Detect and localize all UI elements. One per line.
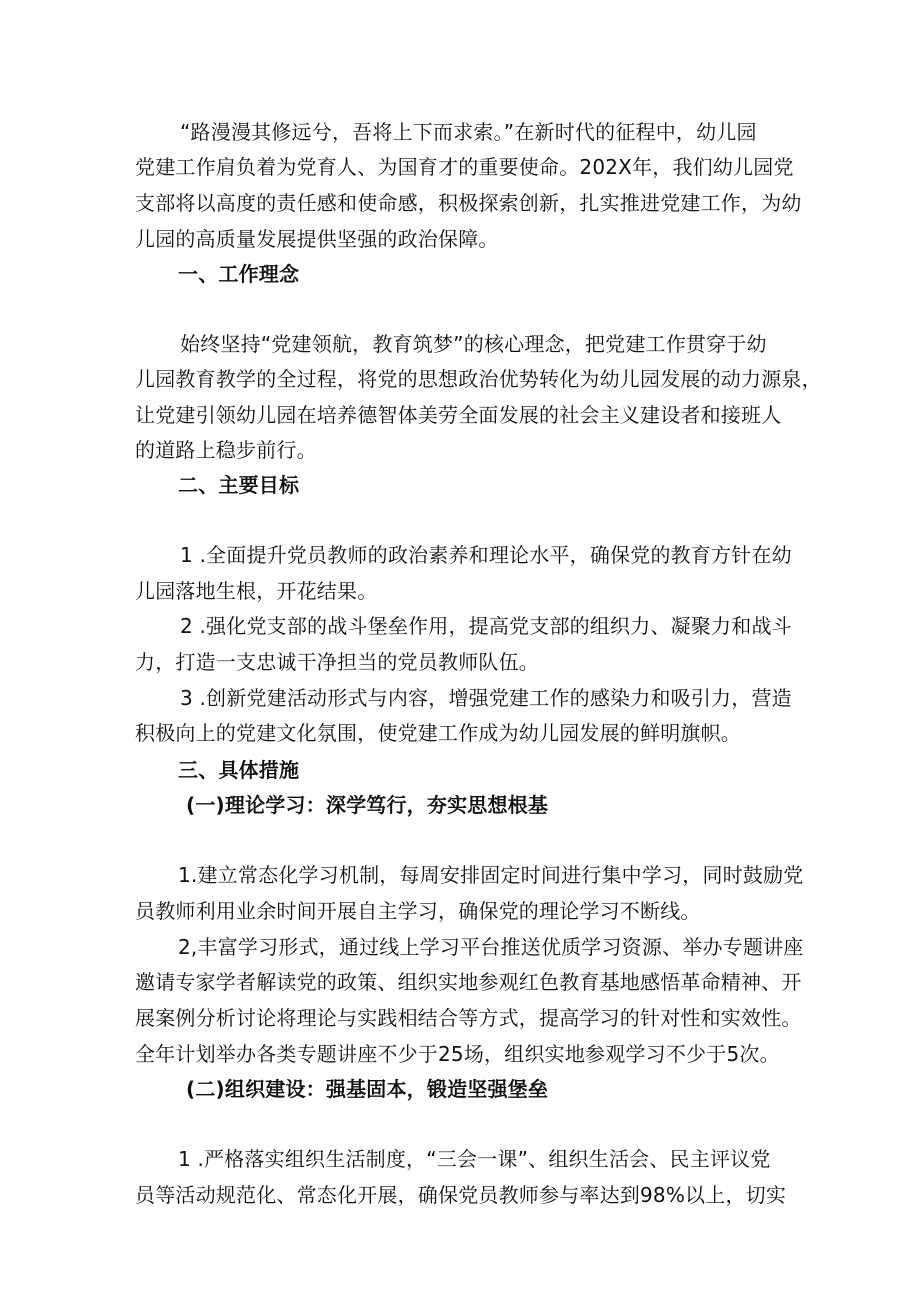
concept-line-4: 的道路上稳步前行。 (135, 438, 317, 462)
goal-3-line-1: 3 .创新党建活动形式与内容，增强党建工作的感染力和吸引力，营造 (180, 686, 792, 710)
study-1-line-1: 1.建立常态化学习机制，每周安排固定时间进行集中学习，同时鼓励党 (178, 863, 804, 887)
study-2-line-3: 展案例分析讨论将理论与实践相结合等方式，提高学习的针对性和实效性。 (135, 1006, 802, 1030)
heading-main-goals: 二、主要目标 (178, 473, 300, 497)
subheading-organization-building: (二)组织建设：强基固本，锻造坚强堡垒 (186, 1077, 549, 1101)
goal-1-line-2: 儿园落地生根，开花结果。 (135, 579, 378, 603)
heading-work-concept: 一、工作理念 (178, 262, 300, 286)
concept-line-2: 儿园教育教学的全过程，将党的思想政治优势转化为幼儿园发展的动力源泉， (135, 367, 822, 391)
study-2-line-4: 全年计划举办各类专题讲座不少于25场，组织实地参观学习不少于5次。 (135, 1042, 780, 1066)
study-2-line-2: 邀请专家学者解读党的政策、组织实地参观红色教育基地感悟革命精神、开 (135, 970, 802, 994)
subheading-theory-study: (一)理论学习：深学笃行，夯实思想根基 (186, 793, 549, 817)
intro-line-1: “路漫漫其修远兮，吾将上下而求索。”在新时代的征程中，幼儿园 (180, 120, 757, 144)
goal-2-line-1: 2 .强化党支部的战斗堡垒作用，提高党支部的组织力、凝聚力和战斗 (180, 614, 792, 638)
intro-line-2: 党建工作肩负着为党育人、为国育才的重要使命。202X年，我们幼儿园党 (135, 155, 794, 179)
study-2-line-1: 2,丰富学习形式，通过线上学习平台推送优质学习资源、举办专题讲座 (178, 935, 804, 959)
org-1-line-1: 1 .严格落实组织生活制度，“三会一课”、组织生活会、民主评议党 (178, 1147, 771, 1171)
goal-2-line-2: 力，打造一支忠诚干净担当的党员教师队伍。 (135, 650, 539, 674)
org-1-line-2: 员等活动规范化、常态化开展，确保党员教师参与率达到98%以上，切实 (135, 1183, 787, 1207)
study-1-line-2: 员教师利用业余时间开展自主学习，确保党的理论学习不断线。 (135, 899, 701, 923)
heading-specific-measures: 三、具体措施 (178, 758, 300, 782)
goal-1-line-1: 1 .全面提升党员教师的政治素养和理论水平，确保党的教育方针在幼 (180, 543, 792, 567)
goal-3-line-2: 积极向上的党建文化氛围，使党建工作成为幼儿园发展的鲜明旗帜。 (135, 721, 741, 745)
intro-line-3: 支部将以高度的责任感和使命感，积极探索创新，扎实推进党建工作，为幼 (135, 191, 802, 215)
concept-line-3: 让党建引领幼儿园在培养德智体美劳全面发展的社会主义建设者和接班人 (135, 403, 782, 427)
intro-line-4: 儿园的高质量发展提供坚强的政治保障。 (135, 227, 499, 251)
concept-line-1: 始终坚持“党建领航，教育筑梦”的核心理念，把党建工作贯穿于幼 (180, 332, 767, 356)
